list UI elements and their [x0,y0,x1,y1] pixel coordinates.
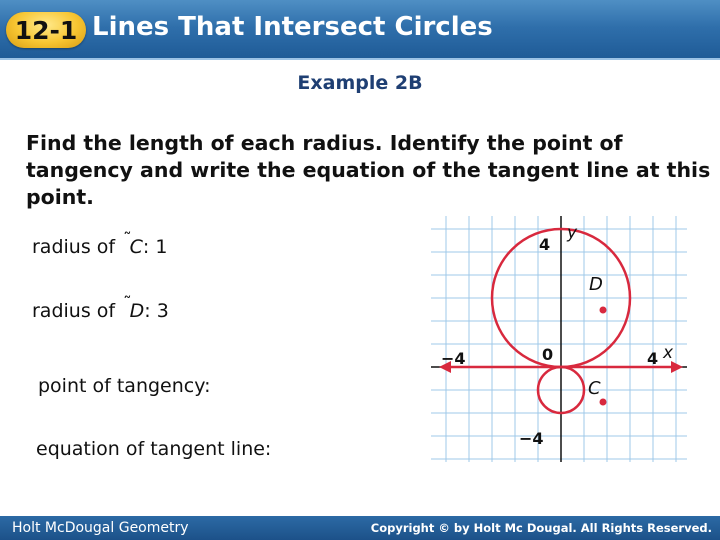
header-divider [0,58,720,60]
tick-label-y-bottom: −4 [519,429,544,448]
tick-label-x-left: −4 [441,349,466,368]
center-point-c [600,399,607,406]
y-axis-label: y [567,223,578,243]
lesson-number: 12-1 [14,16,78,45]
circle-symbol-icon: ˜ [123,230,132,250]
tick-label-origin: 0 [542,345,554,364]
footer-copyright: Copyright © by Holt Mc Dougal. All Rights Reserved. [370,521,712,535]
problem-prompt: Find the length of each radius. Identify the point of tangency and write the equation of the tangent line at this point. [26,131,711,209]
example-title: Example 2B [297,72,423,94]
radius-c-line [32,230,168,258]
point-label-d: D [589,274,603,295]
radius-c-name: C [129,236,143,258]
footer-publisher: Holt McDougal Geometry [12,520,189,536]
point-label-c: C [588,378,601,399]
radius-d-name: D [129,300,145,322]
radius-d-value: : 3 [144,300,169,322]
lesson-title: Lines That Intersect Circles [92,12,493,42]
radius-d-line [32,294,169,322]
lesson-badge [6,12,86,48]
tick-label-x-right: 4 [647,349,659,368]
radius-c-value: : 1 [142,236,168,258]
tangent-equation-label: equation of tangent line: [36,438,272,460]
title-bar [0,0,720,60]
tick-label-y-top: 4 [539,235,551,254]
point-of-tangency-label: point of tangency: [38,375,211,397]
center-point-d [600,307,607,314]
x-axis-label: x [663,343,674,363]
radius-d-label: radius of [32,300,122,322]
circle-symbol-icon: ˜ [123,294,132,314]
coordinate-graph [425,212,693,466]
footer-bar [0,516,720,540]
radius-c-label: radius of [32,236,122,258]
